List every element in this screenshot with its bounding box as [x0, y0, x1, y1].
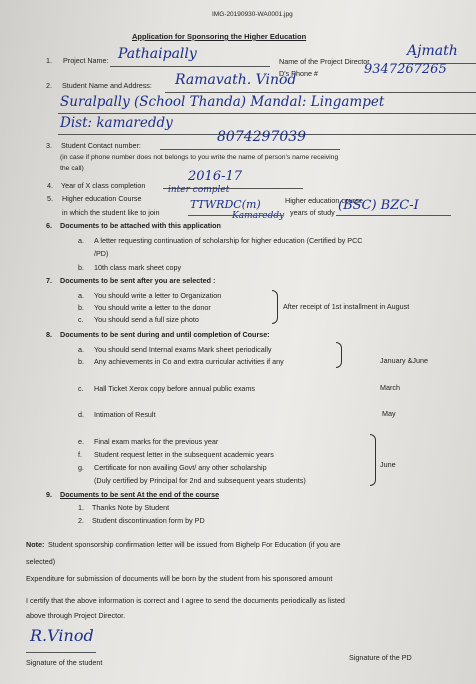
student-signature-label: Signature of the student: [26, 658, 103, 667]
section-9-item-text: Student discontinuation form by PD: [92, 516, 205, 525]
he-years-label-2: years of study: [290, 208, 335, 217]
student-name-label: Student Name and Address:: [62, 81, 152, 90]
section-7-heading: Documents to be sent after you are selected :: [60, 276, 216, 285]
time-june: June: [380, 460, 396, 469]
section-8-item-text: Any achievements in Co and extra curricular activities if any: [94, 357, 284, 366]
section-8-item-letter: e.: [78, 437, 84, 446]
section-9-item-number: 1.: [78, 503, 84, 512]
he-years-label-1: Higher education course: [285, 196, 363, 205]
phone-value: 9347267265: [364, 62, 447, 77]
year-label: Year of X class completion: [61, 181, 146, 190]
section-7-item-text: You should write a letter to Organization: [94, 291, 222, 300]
section-9-heading: Documents to be sent At the end of the course: [60, 490, 220, 499]
section-8-item-text: Intimation of Result: [94, 410, 156, 419]
note-label: Note:: [26, 540, 45, 549]
section-6-item-letter: b.: [78, 263, 84, 272]
section-8-item-letter: b.: [78, 357, 84, 366]
section-8-item-letter: a.: [78, 345, 84, 354]
section-8-item-text: (Duly certified by Principal for 2nd and subsequent years students): [94, 476, 306, 485]
project-director-label: Name of the Project Director: [279, 57, 370, 66]
join-label: in which the student like to join: [62, 208, 160, 217]
contact-note-2: the call): [60, 165, 84, 172]
section-7-item-text: You should write a letter to the donor: [94, 303, 211, 312]
student-name-value: Ramavath. Vinod: [175, 72, 297, 88]
section-6-heading: Documents to be attached with this application: [60, 221, 221, 230]
section-9-number: 9.: [46, 490, 52, 499]
student-signature-underline: [26, 652, 96, 653]
section-8-item-letter: c.: [78, 384, 84, 393]
student-name-line: [165, 92, 476, 93]
section-6-item-text: A letter requesting continuation of scholarship for higher education (Certified by PCC: [94, 236, 363, 245]
section-9-item-text: Thanks Note by Student: [92, 503, 170, 512]
note-text-2: selected): [26, 557, 56, 566]
section-8-brace-ab: [336, 342, 342, 368]
phone-label: D's Phone #: [279, 69, 318, 78]
pd-signature-label: Signature of the PD: [349, 653, 412, 662]
section-7-brace: [272, 290, 278, 324]
section-8-heading: Documents to be sent during and until completion of Course:: [60, 330, 270, 339]
address-line-2: Dist: kamareddy: [60, 115, 173, 131]
section-7-item-letter: a.: [78, 291, 84, 300]
section-7-item-letter: c.: [78, 315, 84, 324]
section-6-item-text: /PD): [94, 249, 109, 258]
section-7-item-letter: b.: [78, 303, 84, 312]
time-jan-june: January &June: [380, 356, 428, 365]
section-8-item-text: Hall Ticket Xerox copy before annual public exams: [94, 384, 256, 393]
address-line-1: Suralpally (School Thanda) Mandal: Lingampet: [60, 94, 385, 110]
section-7-number: 7.: [46, 276, 52, 285]
section-6-item-letter: a.: [78, 236, 84, 245]
he-course-note: inter complet: [168, 185, 230, 195]
certify-line-1: I certify that the above information is correct and I agree to send the documents periodically as listed: [26, 596, 345, 605]
time-march: March: [380, 383, 400, 392]
section-6-number: 6.: [46, 221, 52, 230]
student-signature: R.Vinod: [30, 626, 94, 645]
section-8-item-letter: g.: [78, 463, 84, 472]
contact-line: [160, 149, 340, 150]
he-course-value: TTWRDC(m): [190, 198, 261, 211]
section-7-note: After receipt of 1st installment in August: [283, 302, 410, 311]
item-number-1: 1.: [46, 56, 52, 65]
note-text: Student sponsorship confirmation letter will be issued from Bighelp For Education (if you are: [48, 540, 341, 549]
section-8-item-letter: d.: [78, 410, 84, 419]
project-name-line: [110, 66, 270, 67]
form-title: Application for Sponsoring the Higher Education: [132, 32, 307, 41]
section-8-item-letter: f.: [78, 450, 82, 459]
item-number-5: 5.: [47, 194, 53, 203]
project-name-label: Project Name:: [63, 56, 109, 65]
year-value: 2016-17: [188, 169, 243, 184]
section-8-item-text: Final exam marks for the previous year: [94, 437, 219, 446]
image-filename: IMG-20190930-WA0001.jpg: [212, 11, 293, 18]
contact-label: Student Contact number:: [61, 141, 141, 150]
item-number-2: 2.: [46, 81, 52, 90]
item-number-3: 3.: [46, 141, 52, 150]
contact-note-1: (in case if phone number does not belongs to you write the name of person's name receiving: [60, 154, 339, 161]
section-8-number: 8.: [46, 330, 52, 339]
section-8-item-text: You should send Internal exams Mark sheet periodically: [94, 345, 272, 354]
section-8-brace-efg: [370, 434, 376, 486]
he-course-place: Kamareddy: [232, 211, 285, 221]
address-line-1-rule: [58, 113, 476, 114]
section-6-item-text: 10th class mark sheet copy: [94, 263, 182, 272]
section-9-item-number: 2.: [78, 516, 84, 525]
he-years-value: (BSC) BZC-I: [338, 198, 419, 213]
certify-line-2: above through Project Director.: [26, 611, 126, 620]
section-8-item-text: Certificate for non availing Govt/ any other scholarship: [94, 463, 267, 472]
section-8-item-text: Student request letter in the subsequent academic years: [94, 450, 274, 459]
time-may: May: [382, 409, 396, 418]
expenditure-statement: Expenditure for submission of documents will be born by the student from his sponsored amount: [26, 574, 333, 583]
he-years-line: [336, 215, 451, 216]
he-course-label: Higher education Course: [62, 194, 142, 203]
contact-value: 8074297039: [217, 129, 307, 145]
project-director-value: Ajmath: [407, 43, 458, 59]
project-name-value: Pathaipally: [118, 46, 197, 62]
join-line: [188, 215, 283, 216]
item-number-4: 4.: [47, 181, 53, 190]
section-7-item-text: You should send a full size photo: [94, 315, 199, 324]
